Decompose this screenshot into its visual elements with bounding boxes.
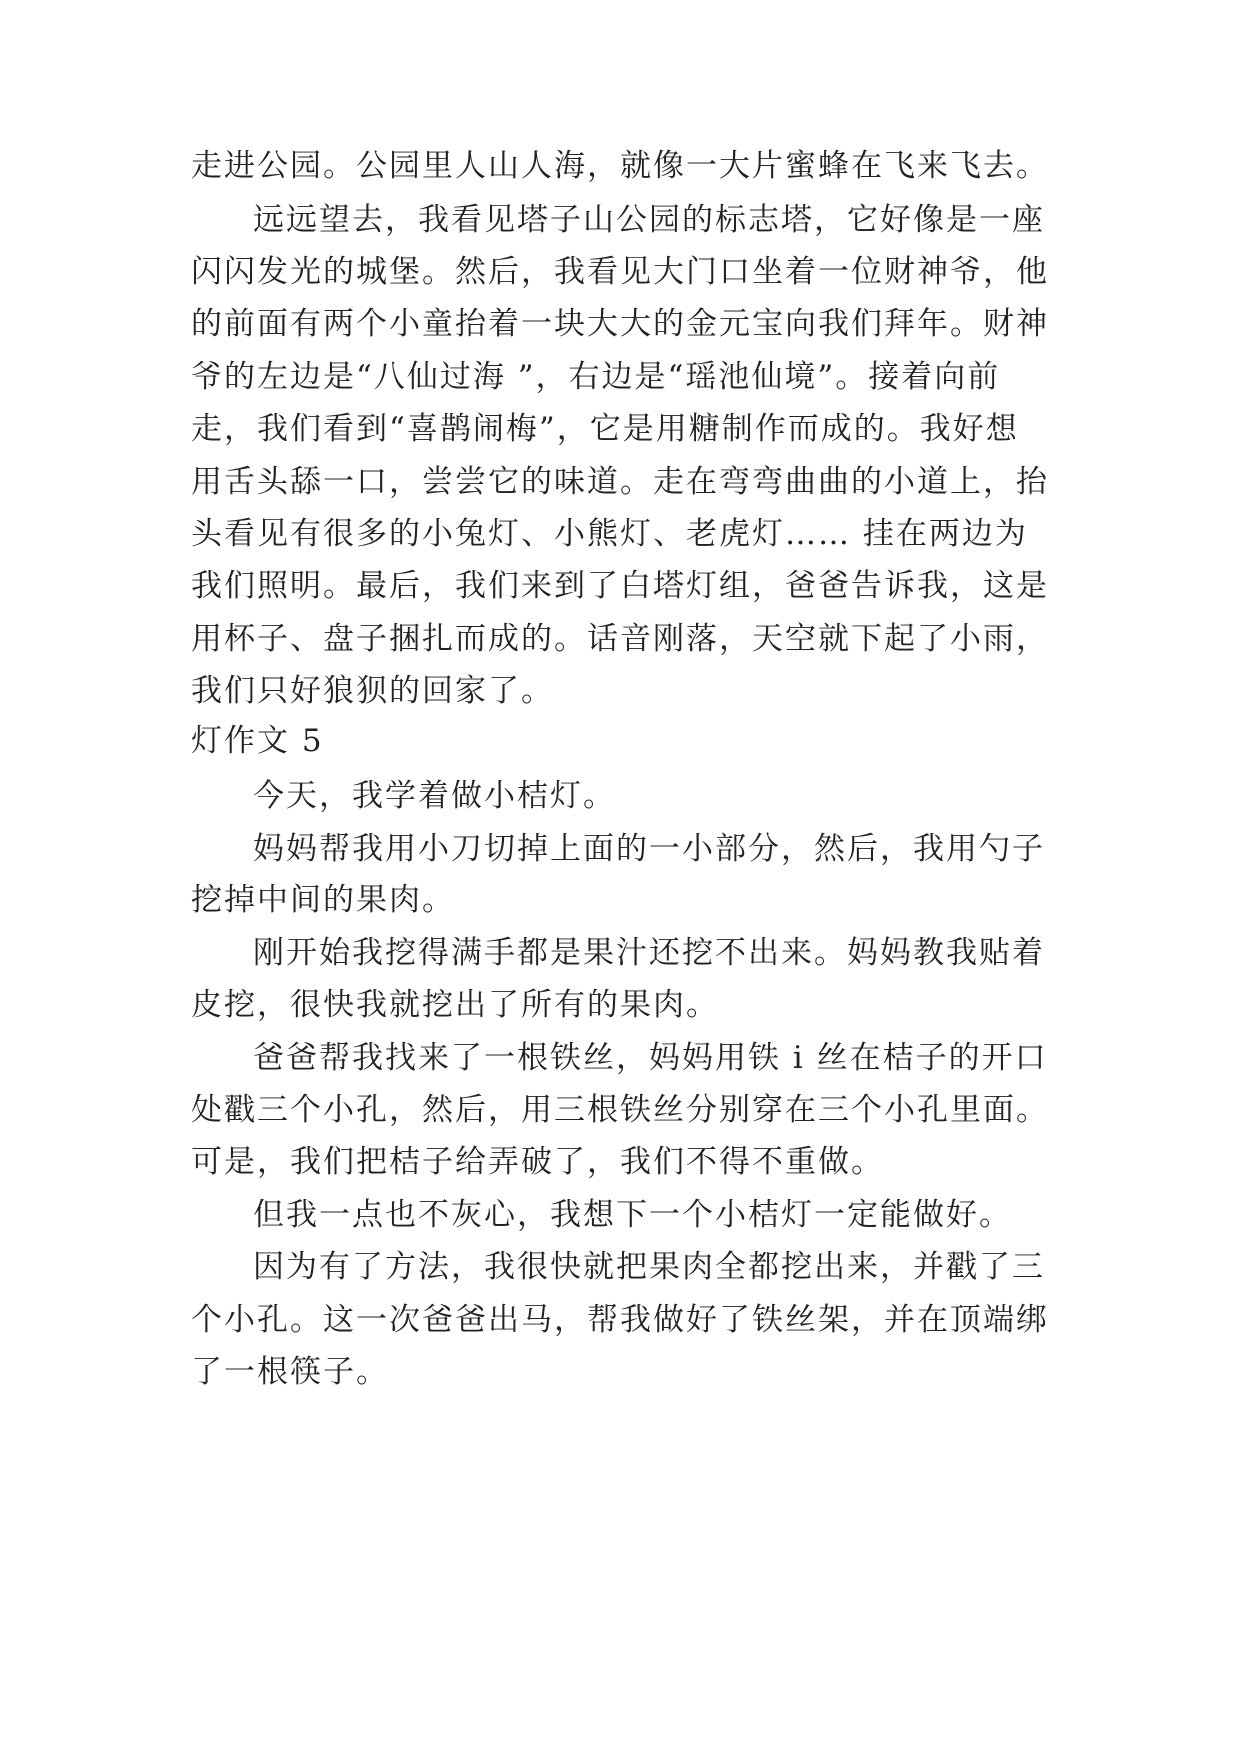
paragraph-start-line: 今天，我学着做小桔灯。 bbox=[253, 778, 616, 814]
text-line: 走，我们看到“喜鹊闹梅”，它是用糖制作而成的。我好想 bbox=[191, 411, 1019, 447]
text-line: 头看见有很多的小兔灯、小熊灯、老虎灯…… 挂在两边为 bbox=[191, 516, 1028, 552]
text-line: 皮挖，很快我就挖出了所有的果肉。 bbox=[191, 987, 719, 1023]
paragraph-start-line: 妈妈帮我用小刀切掉上面的一小部分，然后，我用勺子 bbox=[253, 831, 1045, 867]
text-line: 走进公园。公园里人山人海，就像一大片蜜蜂在飞来飞去。 bbox=[191, 148, 1049, 184]
text-line: 处戳三个小孔，然后，用三根铁丝分别穿在三个小孔里面。 bbox=[191, 1092, 1049, 1128]
paragraph-start-line: 但我一点也不灰心，我想下一个小桔灯一定能做好。 bbox=[253, 1197, 1012, 1233]
section-heading: 灯作文 5 bbox=[191, 723, 324, 759]
text-line: 个小孔。这一次爸爸出马，帮我做好了铁丝架，并在顶端绑 bbox=[191, 1302, 1049, 1338]
text-line: 我们只好狼狈的回家了。 bbox=[191, 673, 554, 709]
text-line: 挖掉中间的果肉。 bbox=[191, 882, 455, 918]
text-line: 可是，我们把桔子给弄破了，我们不得不重做。 bbox=[191, 1144, 884, 1180]
text-line: 用杯子、盘子捆扎而成的。话音刚落，天空就下起了小雨， bbox=[191, 621, 1049, 657]
text-line: 我们照明。最后，我们来到了白塔灯组，爸爸告诉我，这是 bbox=[191, 568, 1049, 604]
text-line: 闪闪发光的城堡。然后，我看见大门口坐着一位财神爷，他 bbox=[191, 254, 1049, 290]
paragraph-start-line: 刚开始我挖得满手都是果汁还挖不出来。妈妈教我贴着 bbox=[253, 935, 1045, 971]
text-line: 了一根筷子。 bbox=[191, 1354, 389, 1390]
paragraph-start-line: 远远望去，我看见塔子山公园的标志塔，它好像是一座 bbox=[253, 202, 1045, 238]
text-line: 爷的左边是“八仙过海 ”，右边是“瑶池仙境”。接着向前 bbox=[191, 359, 1001, 395]
paragraph-start-line: 因为有了方法，我很快就把果肉全都挖出来，并戳了三 bbox=[253, 1249, 1045, 1285]
paragraph-start-line: 爸爸帮我找来了一根铁丝，妈妈用铁 i 丝在桔子的开口 bbox=[253, 1040, 1048, 1076]
text-line: 用舌头舔一口，尝尝它的味道。走在弯弯曲曲的小道上，抬 bbox=[191, 464, 1049, 500]
text-line: 的前面有两个小童抬着一块大大的金元宝向我们拜年。财神 bbox=[191, 306, 1049, 342]
